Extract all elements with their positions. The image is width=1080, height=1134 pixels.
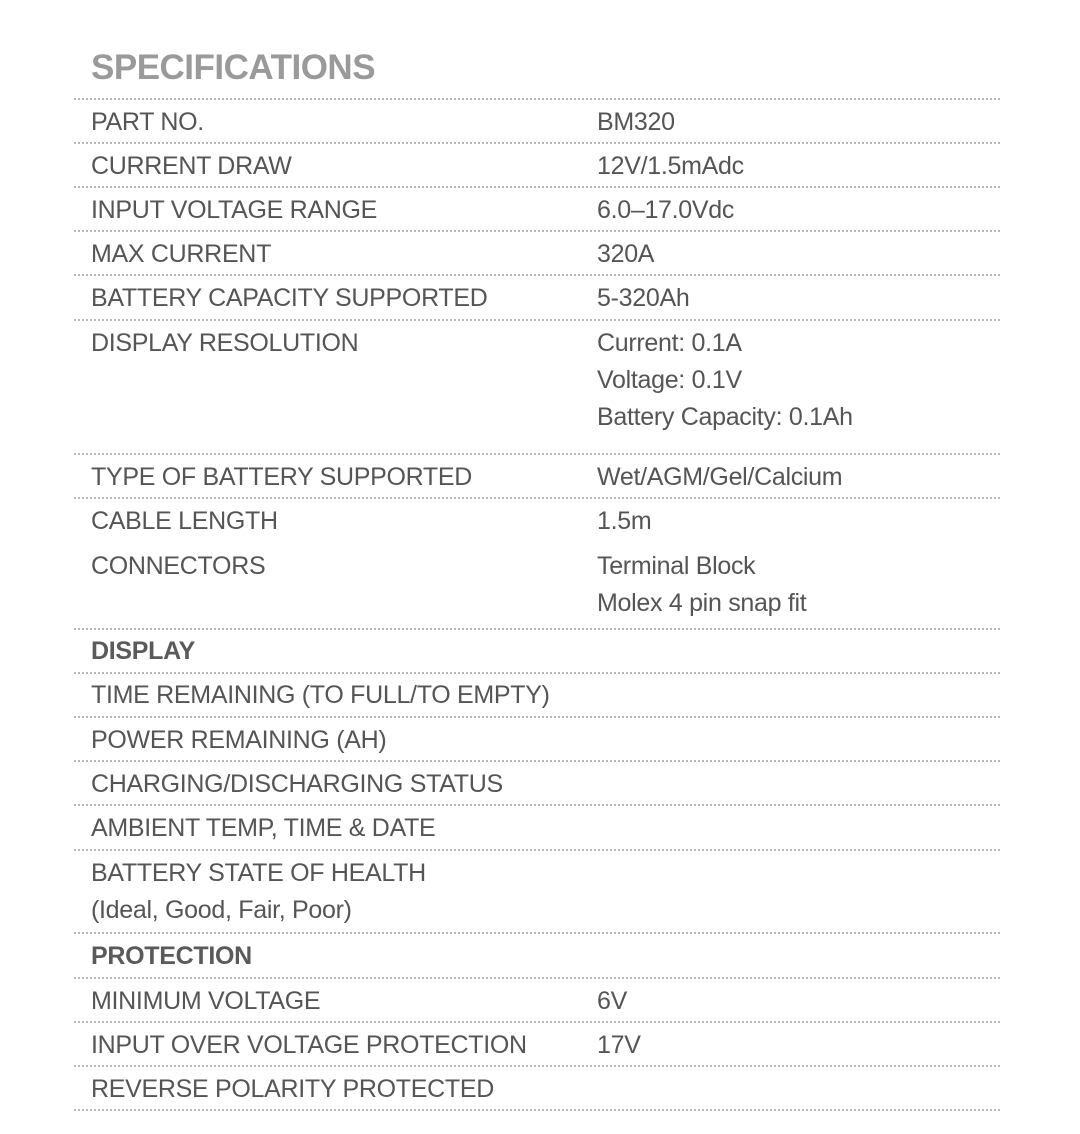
divider xyxy=(74,1109,1000,1111)
divider xyxy=(74,186,1000,188)
spec-value: 5-320Ah xyxy=(597,284,690,312)
spec-value: 1.5m xyxy=(597,507,652,535)
spec-value: Terminal Block xyxy=(597,552,756,580)
display-item: CHARGING/DISCHARGING STATUS xyxy=(91,770,503,798)
display-item: TIME REMAINING (TO FULL/TO EMPTY) xyxy=(91,681,550,709)
protection-value: 6V xyxy=(597,987,627,1015)
spec-value: 12V/1.5mAdc xyxy=(597,152,744,180)
section-heading-protection: PROTECTION xyxy=(91,942,252,970)
spec-label: CABLE LENGTH xyxy=(91,507,278,535)
divider xyxy=(74,760,1000,762)
divider xyxy=(74,142,1000,144)
spec-label: MAX CURRENT xyxy=(91,240,272,268)
divider xyxy=(74,628,1000,630)
divider xyxy=(74,453,1000,455)
page-title: SPECIFICATIONS xyxy=(91,48,376,87)
divider xyxy=(74,230,1000,232)
divider xyxy=(74,497,1000,499)
spec-label: INPUT VOLTAGE RANGE xyxy=(91,196,378,224)
display-item-note: (Ideal, Good, Fair, Poor) xyxy=(91,896,352,924)
display-item: BATTERY STATE OF HEALTH xyxy=(91,859,426,887)
protection-label: MINIMUM VOLTAGE xyxy=(91,987,321,1015)
divider xyxy=(74,716,1000,718)
spec-label: CONNECTORS xyxy=(91,552,266,580)
divider xyxy=(74,1065,1000,1067)
spec-label: BATTERY CAPACITY SUPPORTED xyxy=(91,284,488,312)
spec-value: BM320 xyxy=(597,108,675,136)
spec-label: CURRENT DRAW xyxy=(91,152,292,180)
display-item: POWER REMAINING (AH) xyxy=(91,726,387,754)
spec-value: Wet/AGM/Gel/Calcium xyxy=(597,463,843,491)
divider xyxy=(74,932,1000,934)
protection-value: 17V xyxy=(597,1031,641,1059)
spec-label: TYPE OF BATTERY SUPPORTED xyxy=(91,463,473,491)
spec-label: DISPLAY RESOLUTION xyxy=(91,329,359,357)
spec-label: PART NO. xyxy=(91,108,204,136)
divider xyxy=(74,804,1000,806)
divider xyxy=(74,319,1000,321)
divider xyxy=(74,977,1000,979)
spec-value: Voltage: 0.1V xyxy=(597,366,742,394)
display-item: AMBIENT TEMP, TIME & DATE xyxy=(91,814,436,842)
section-heading-display: DISPLAY xyxy=(91,637,195,665)
divider xyxy=(74,274,1000,276)
divider xyxy=(74,98,1000,100)
spec-value: Molex 4 pin snap fit xyxy=(597,589,807,617)
divider xyxy=(74,1021,1000,1023)
protection-label: INPUT OVER VOLTAGE PROTECTION xyxy=(91,1031,527,1059)
spec-value: 6.0–17.0Vdc xyxy=(597,196,735,224)
spec-value: 320A xyxy=(597,240,655,268)
spec-value: Battery Capacity: 0.1Ah xyxy=(597,403,853,431)
divider xyxy=(74,672,1000,674)
spec-value: Current: 0.1A xyxy=(597,329,742,357)
protection-label: REVERSE POLARITY PROTECTED xyxy=(91,1075,494,1103)
divider xyxy=(74,849,1000,851)
